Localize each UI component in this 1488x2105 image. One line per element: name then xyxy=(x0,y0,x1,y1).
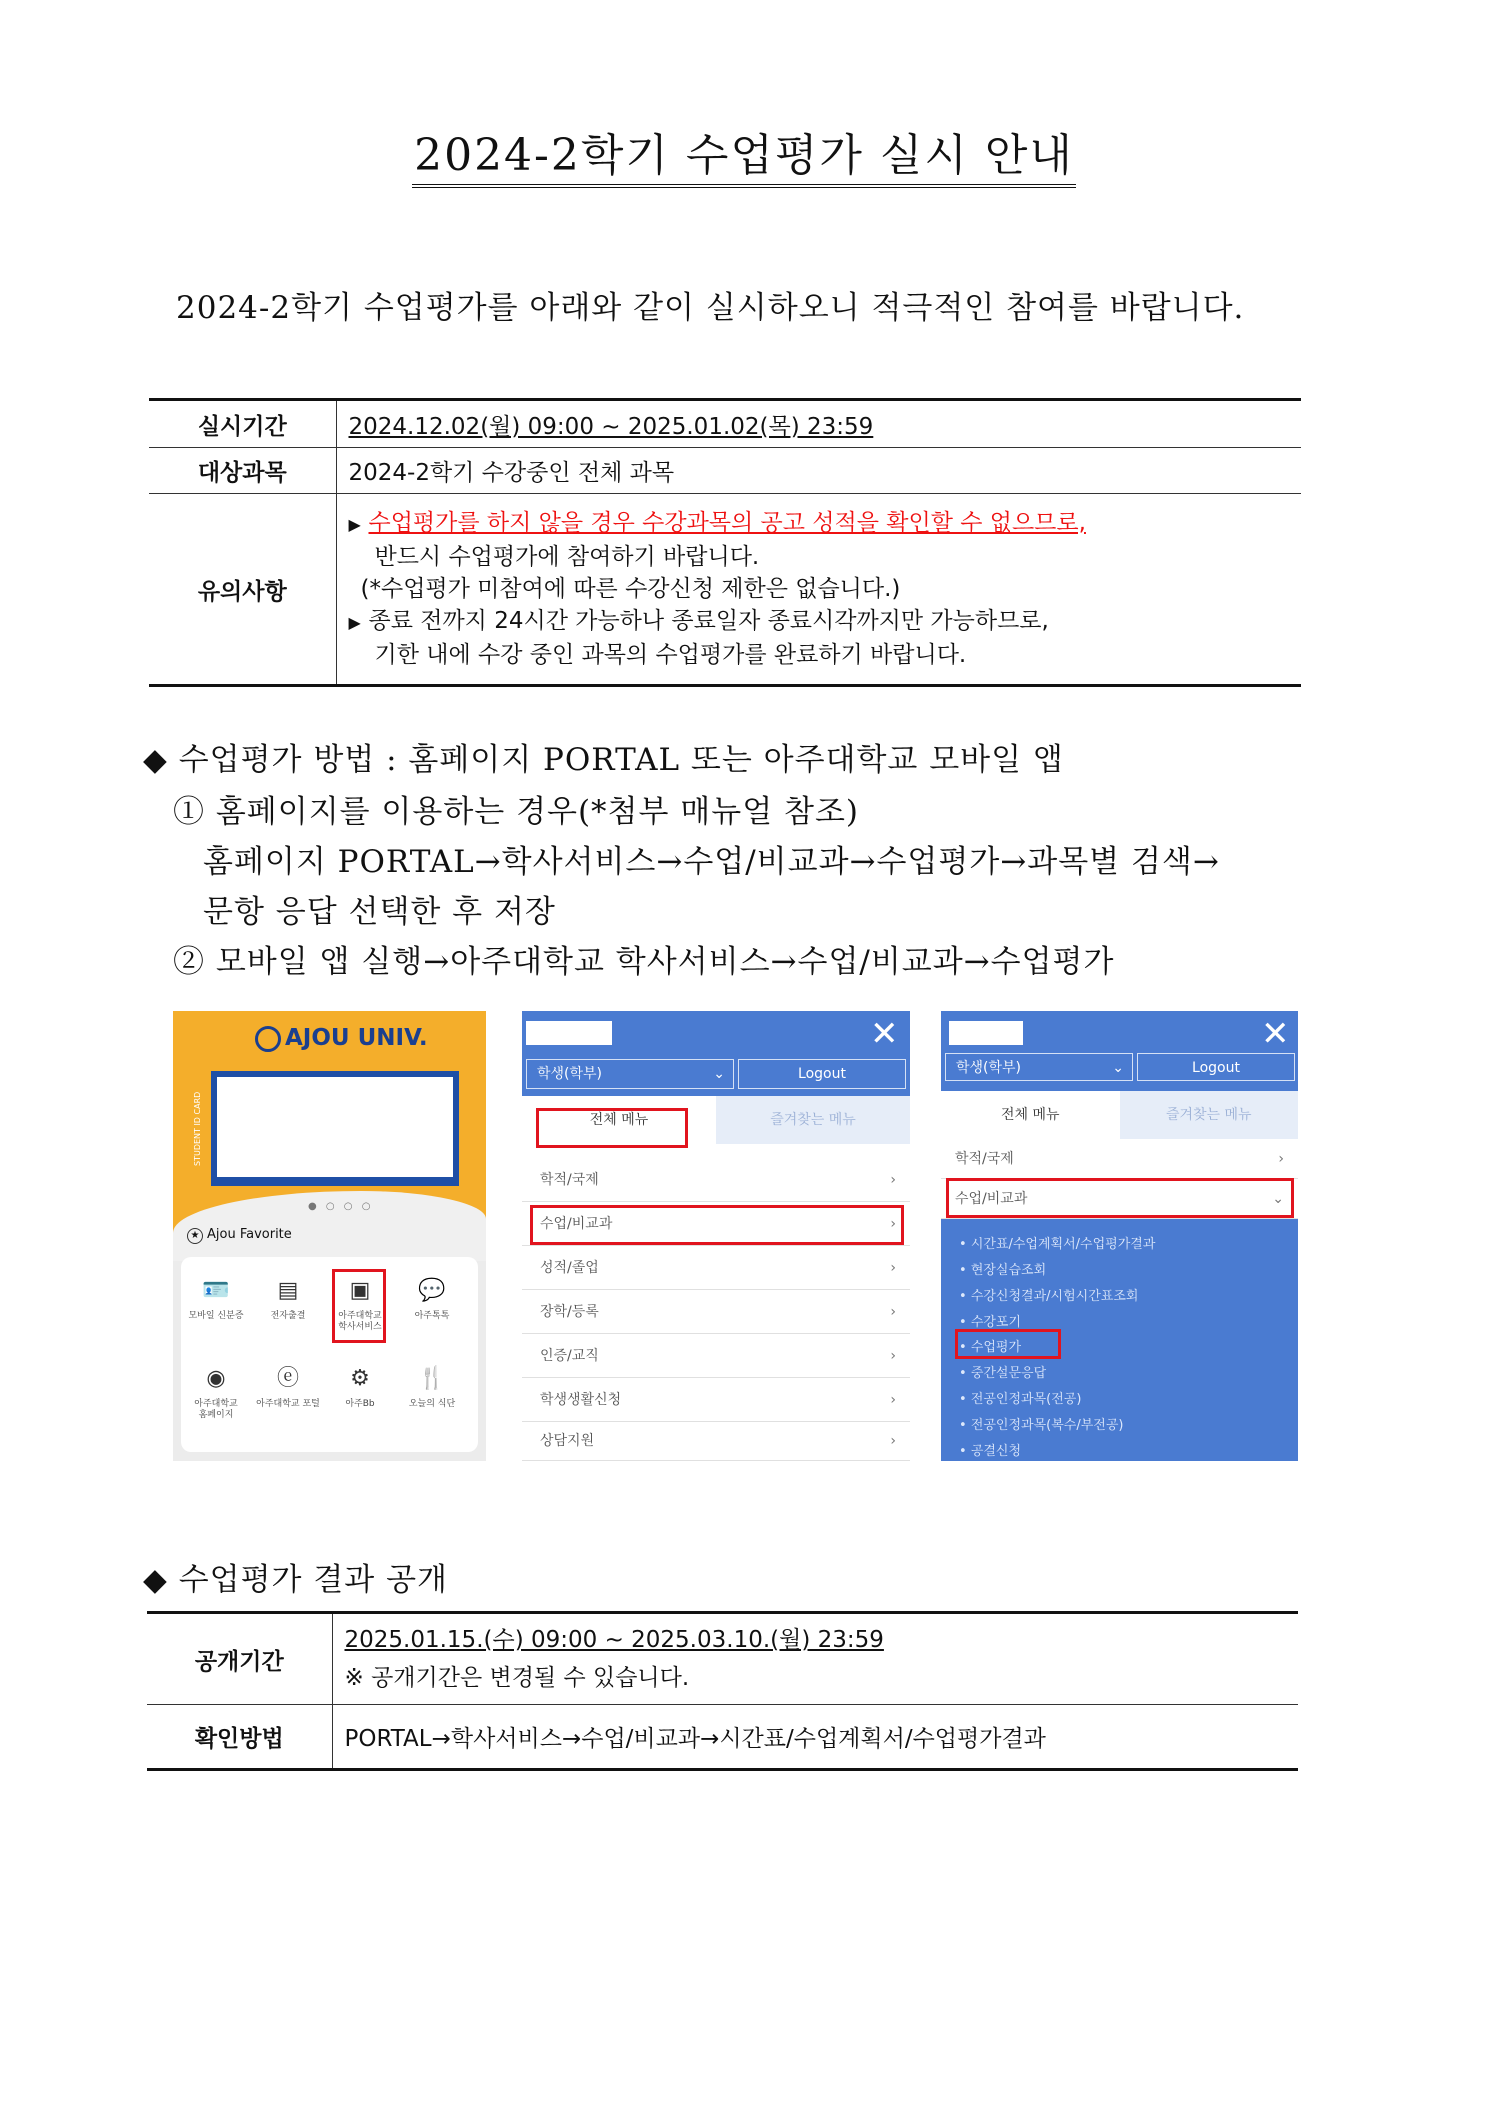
notes-label: 유의사항 xyxy=(149,494,336,686)
role-dropdown[interactable]: 학생(학부) ⌄ xyxy=(945,1053,1133,1081)
header-logo-placeholder xyxy=(526,1021,612,1045)
chevron-down-icon: ⌄ xyxy=(1272,1191,1284,1207)
app-meal[interactable]: 🍴 오늘의 식단 xyxy=(408,1366,456,1409)
highlight-box xyxy=(536,1108,688,1148)
menu-item[interactable]: 학적/국제 › xyxy=(941,1139,1298,1179)
submenu-item[interactable]: • 수강신청결과/시험시간표조회 xyxy=(959,1289,1139,1304)
menu-item-expanded[interactable]: 수업/비교과 ⌄ xyxy=(941,1179,1298,1219)
check-method-value: PORTAL→학사서비스→수업/비교과→시간표/수업계획서/수업평가결과 xyxy=(332,1705,1298,1770)
chevron-right-icon: › xyxy=(890,1172,896,1188)
id-card-icon: 🪪 xyxy=(202,1278,230,1303)
note-text: 종료 전까지 24시간 가능하나 종료일자 종료시각까지만 가능하므로, xyxy=(368,608,1049,634)
app-home-screenshot xyxy=(173,1011,486,1461)
highlight-box xyxy=(955,1329,1061,1359)
ajou-logo: AJOU UNIV. xyxy=(255,1025,428,1052)
page-title: 2024-2학기 수업평가 실시 안내 xyxy=(0,130,1488,188)
submenu-item[interactable]: • 현장실습조회 xyxy=(959,1263,1047,1278)
method-heading: ◆ 수업평가 방법 : 홈페이지 PORTAL 또는 아주대학교 모바일 앱 xyxy=(143,742,1064,778)
menu-item[interactable]: 학적/국제 › xyxy=(522,1158,910,1202)
highlight-box xyxy=(530,1205,904,1245)
close-icon[interactable]: ✕ xyxy=(870,1014,899,1054)
academic-service-icon: ▣ xyxy=(349,1278,371,1303)
logo-mark-icon xyxy=(255,1026,281,1052)
method-item-1: ① 홈페이지를 이용하는 경우(*첨부 매뉴얼 참조) xyxy=(173,794,859,830)
logout-button[interactable]: Logout xyxy=(738,1059,906,1089)
target-label: 대상과목 xyxy=(149,448,336,494)
triangle-bullet-icon: ▶ xyxy=(348,613,361,632)
info-table xyxy=(149,398,1301,687)
favorite-header: ★ Ajou Favorite xyxy=(187,1227,292,1244)
tab-all-menu[interactable]: 전체 메뉴 xyxy=(522,1096,716,1144)
favorite-apps xyxy=(181,1257,478,1452)
chevron-down-icon: ⌄ xyxy=(1112,1060,1124,1076)
open-period-label: 공개기간 xyxy=(147,1613,332,1705)
role-dropdown[interactable]: 학생(학부) ⌄ xyxy=(526,1059,734,1089)
note-text: 반드시 수업평가에 참여하기 바랍니다. xyxy=(374,544,760,570)
chevron-right-icon: › xyxy=(890,1260,896,1276)
period-label: 실시기간 xyxy=(149,400,336,448)
header-logo-placeholder xyxy=(949,1021,1023,1045)
homepage-icon: ◉ xyxy=(206,1366,226,1391)
carousel-dots: ● ○ ○ ○ xyxy=(308,1201,374,1212)
id-card-body xyxy=(217,1077,453,1177)
chevron-right-icon: › xyxy=(890,1348,896,1364)
star-icon: ★ xyxy=(187,1228,203,1244)
chevron-right-icon: › xyxy=(890,1216,896,1232)
chat-icon: 💬 xyxy=(418,1278,446,1303)
period-value: 2024.12.02(월) 09:00 ~ 2025.01.02(목) 23:59 xyxy=(348,413,874,440)
highlight-box xyxy=(946,1178,1294,1218)
app-portal[interactable]: ⓔ 아주대학교 포털 xyxy=(256,1366,320,1409)
submenu-item[interactable]: • 공결신청 xyxy=(959,1444,1022,1459)
menu-item[interactable]: 장학/등록 › xyxy=(522,1290,910,1334)
intro-text: 2024-2학기 수업평가를 아래와 같이 실시하오니 적극적인 참여를 바랍니다. xyxy=(176,290,1245,326)
chevron-right-icon: › xyxy=(890,1304,896,1320)
method-item-2: ② 모바일 앱 실행→아주대학교 학사서비스→수업/비교과→수업평가 xyxy=(173,944,1115,980)
submenu-item[interactable]: • 중간설문응답 xyxy=(959,1366,1047,1381)
submenu-screenshot xyxy=(941,1011,1298,1461)
chevron-down-icon: ⌄ xyxy=(713,1066,725,1082)
submenu-item[interactable]: • 시간표/수업계획서/수업평가결과 xyxy=(959,1237,1156,1252)
notes-cell xyxy=(336,494,1301,686)
app-homepage[interactable]: ◉ 아주대학교 홈페이지 xyxy=(194,1366,238,1420)
tab-all-menu[interactable]: 전체 메뉴 xyxy=(941,1091,1120,1139)
triangle-bullet-icon: ▶ xyxy=(348,515,361,534)
note-text: 기한 내에 수강 중인 과목의 수업평가를 완료하기 바랍니다. xyxy=(374,642,967,668)
menu-item[interactable]: 학생생활신청 › xyxy=(522,1378,910,1422)
meal-icon: 🍴 xyxy=(418,1366,446,1391)
submenu-item-evaluation[interactable]: • 수업평가 xyxy=(959,1340,1022,1355)
app-blackboard[interactable]: ⚙ 아주Bb xyxy=(345,1366,375,1409)
target-value: 2024-2학기 수강중인 전체 과목 xyxy=(336,448,1301,494)
submenu-item[interactable]: • 전공인정과목(복수/부전공) xyxy=(959,1418,1124,1433)
chevron-right-icon: › xyxy=(1278,1151,1284,1167)
portal-icon: ⓔ xyxy=(276,1366,299,1391)
chevron-right-icon: › xyxy=(890,1392,896,1408)
submenu-item[interactable]: • 전공인정과목(전공) xyxy=(959,1392,1082,1407)
submenu-item[interactable]: • 수강포기 xyxy=(959,1315,1022,1330)
method-step-line: 문항 응답 선택한 후 저장 xyxy=(203,894,556,930)
menu-item[interactable]: 상담지원 › xyxy=(522,1422,910,1461)
tab-favorite-menu[interactable]: 즐겨찾는 메뉴 xyxy=(1120,1091,1299,1139)
card-side-label: STUDENT ID CARD xyxy=(193,1071,211,1186)
menu-item[interactable]: 수업/비교과 › xyxy=(522,1202,910,1246)
chevron-right-icon: › xyxy=(890,1433,896,1449)
logout-button[interactable]: Logout xyxy=(1137,1053,1295,1081)
menu-tabs xyxy=(941,1091,1298,1139)
app-academic-service[interactable]: ▣ 아주대학교 학사서비스 xyxy=(338,1278,382,1332)
method-step-line: 홈페이지 PORTAL→학사서비스→수업/비교과→수업평가→과목별 검색→ xyxy=(203,844,1220,880)
note-text: (*수업평가 미참여에 따른 수강신청 제한은 없습니다.) xyxy=(360,576,901,602)
results-table xyxy=(147,1611,1298,1771)
attendance-icon: ▤ xyxy=(277,1278,299,1303)
menu-item[interactable]: 성적/졸업 › xyxy=(522,1246,910,1290)
app-id-card[interactable]: 🪪 모바일 신분증 xyxy=(188,1278,244,1321)
submenu-panel xyxy=(941,1219,1298,1461)
menu-item[interactable]: 인증/교직 › xyxy=(522,1334,910,1378)
close-icon[interactable]: ✕ xyxy=(1261,1014,1290,1054)
app-chat[interactable]: 💬 아주톡톡 xyxy=(414,1278,450,1321)
highlight-box xyxy=(332,1269,386,1343)
blackboard-icon: ⚙ xyxy=(350,1366,370,1391)
open-period-note: ※ 공개기간은 변경될 수 있습니다. xyxy=(344,1665,690,1691)
app-attendance[interactable]: ▤ 전자출결 xyxy=(270,1278,306,1321)
results-heading: ◆ 수업평가 결과 공개 xyxy=(143,1562,448,1598)
menu-screenshot xyxy=(522,1011,910,1461)
open-period-value: 2025.01.15.(수) 09:00 ~ 2025.03.10.(월) 23:59 xyxy=(344,1627,884,1653)
tab-favorite-menu[interactable]: 즐겨찾는 메뉴 xyxy=(716,1096,910,1144)
note-warning: 수업평가를 하지 않을 경우 수강과목의 공고 성적을 확인할 수 없으므로, xyxy=(368,510,1086,536)
check-method-label: 확인방법 xyxy=(147,1705,332,1770)
